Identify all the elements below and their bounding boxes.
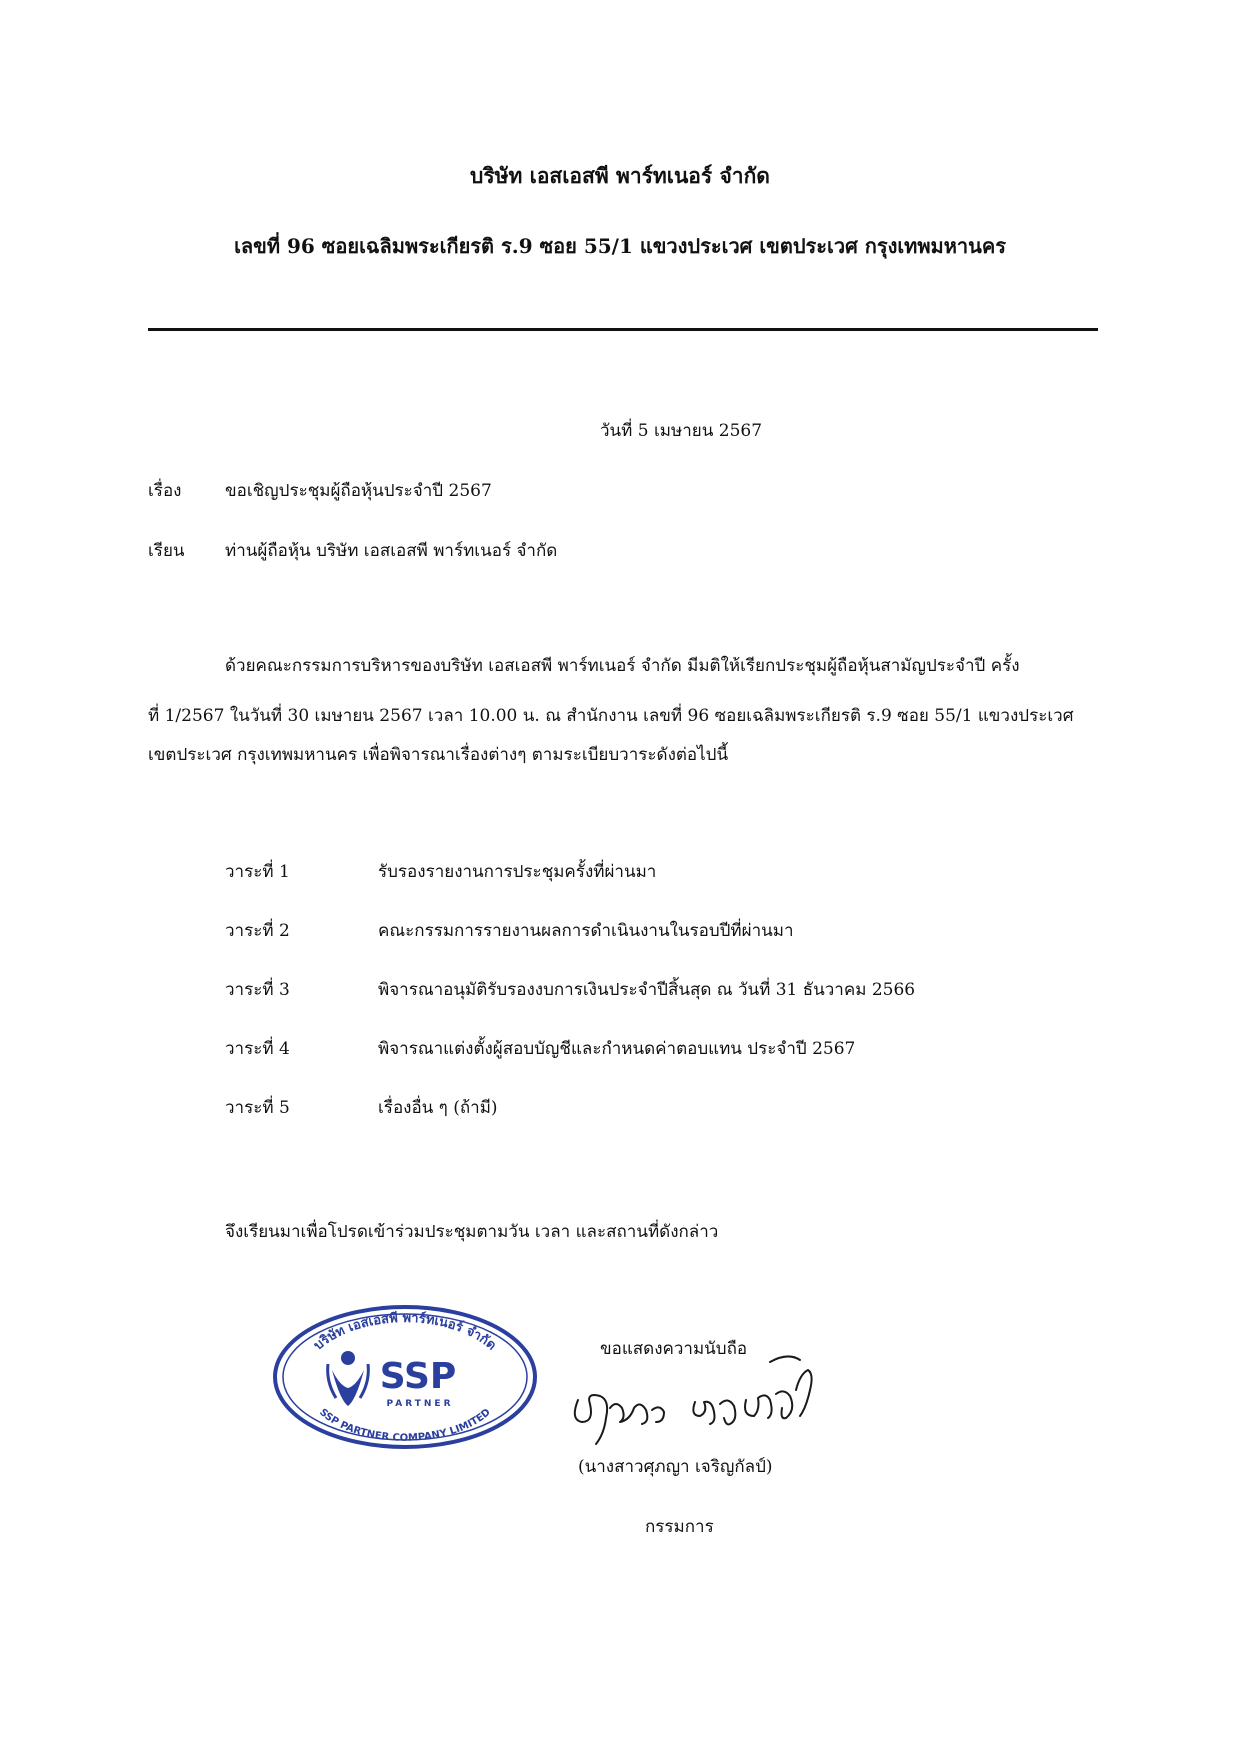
agenda-item-5: เรื่องอื่น ๆ (ถ้ามี) bbox=[378, 1098, 498, 1118]
stamp-logo-subtext: PARTNER bbox=[386, 1399, 454, 1409]
handwritten-signature bbox=[560, 1330, 830, 1450]
body-line-1: ด้วยคณะกรรมการบริหารของบริษัท เอสเอสพี พาร์ทเนอร์ จำกัด มีมติให้เรียกประชุมผู้ถือหุ้นสามัญประจำปี ครั้ง bbox=[225, 656, 1020, 676]
recipient-label: เรียน bbox=[148, 541, 185, 561]
company-stamp bbox=[270, 1302, 540, 1452]
agenda-item-3: พิจารณาอนุมัติรับรองงบการเงินประจำปีสิ้นสุด ณ วันที่ 31 ธันวาคม 2566 bbox=[378, 980, 916, 1000]
agenda-item-2: คณะกรรมการรายงานผลการดำเนินงานในรอบปีที่ผ่านมา bbox=[378, 921, 794, 941]
company-address: เลขที่ 96 ซอยเฉลิมพระเกียรติ ร.9 ซอย 55/1 แขวงประเวศ เขตประเวศ กรุงเทพมหานคร bbox=[234, 234, 1006, 258]
signer-name: (นางสาวศุภญา เจริญกัลป์) bbox=[578, 1457, 773, 1477]
recipient-value: ท่านผู้ถือหุ้น บริษัท เอสเอสพี พาร์ทเนอร์ จำกัด bbox=[225, 541, 558, 561]
agenda-label-4: วาระที่ 4 bbox=[225, 1039, 290, 1059]
regards-line: ขอแสดงความนับถือ bbox=[600, 1339, 748, 1359]
stamp-logo-text: SSP bbox=[379, 1356, 457, 1397]
agenda-item-4: พิจารณาแต่งตั้งผู้สอบบัญชีและกำหนดค่าตอบแทน ประจำปี 2567 bbox=[378, 1039, 856, 1059]
company-name: บริษัท เอสเอสพี พาร์ทเนอร์ จำกัด bbox=[470, 163, 770, 188]
stamp-bottom-text: SSP PARTNER COMPANY LIMITED bbox=[317, 1406, 493, 1444]
subject-label: เรื่อง bbox=[148, 481, 182, 501]
stamp-top-text: บริษัท เอสเอสพี พาร์ทเนอร์ จำกัด bbox=[311, 1310, 499, 1354]
body-line-3: เขตประเวศ กรุงเทพมหานคร เพื่อพิจารณาเรื่องต่างๆ ตามระเบียบวาระดังต่อไปนี้ bbox=[148, 745, 729, 765]
signer-title: กรรมการ bbox=[645, 1517, 714, 1537]
agenda-label-2: วาระที่ 2 bbox=[225, 921, 290, 941]
closing-line: จึงเรียนมาเพื่อโปรดเข้าร่วมประชุมตามวัน เวลา และสถานที่ดังกล่าว bbox=[225, 1222, 719, 1242]
agenda-label-1: วาระที่ 1 bbox=[225, 862, 290, 882]
agenda-label-5: วาระที่ 5 bbox=[225, 1098, 290, 1118]
agenda-item-1: รับรองรายงานการประชุมครั้งที่ผ่านมา bbox=[378, 862, 657, 882]
letter-date: วันที่ 5 เมษายน 2567 bbox=[600, 421, 763, 441]
header-divider bbox=[148, 328, 1098, 331]
person-logo-icon bbox=[328, 1351, 369, 1406]
agenda-label-3: วาระที่ 3 bbox=[225, 980, 290, 1000]
subject-value: ขอเชิญประชุมผู้ถือหุ้นประจำปี 2567 bbox=[225, 481, 492, 501]
body-line-2: ที่ 1/2567 ในวันที่ 30 เมษายน 2567 เวลา 10.00 น. ณ สำนักงาน เลขที่ 96 ซอยเฉลิมพระเกียรติ ร.9 ซอย 55/1 แขวงประเวศ bbox=[148, 706, 1074, 726]
